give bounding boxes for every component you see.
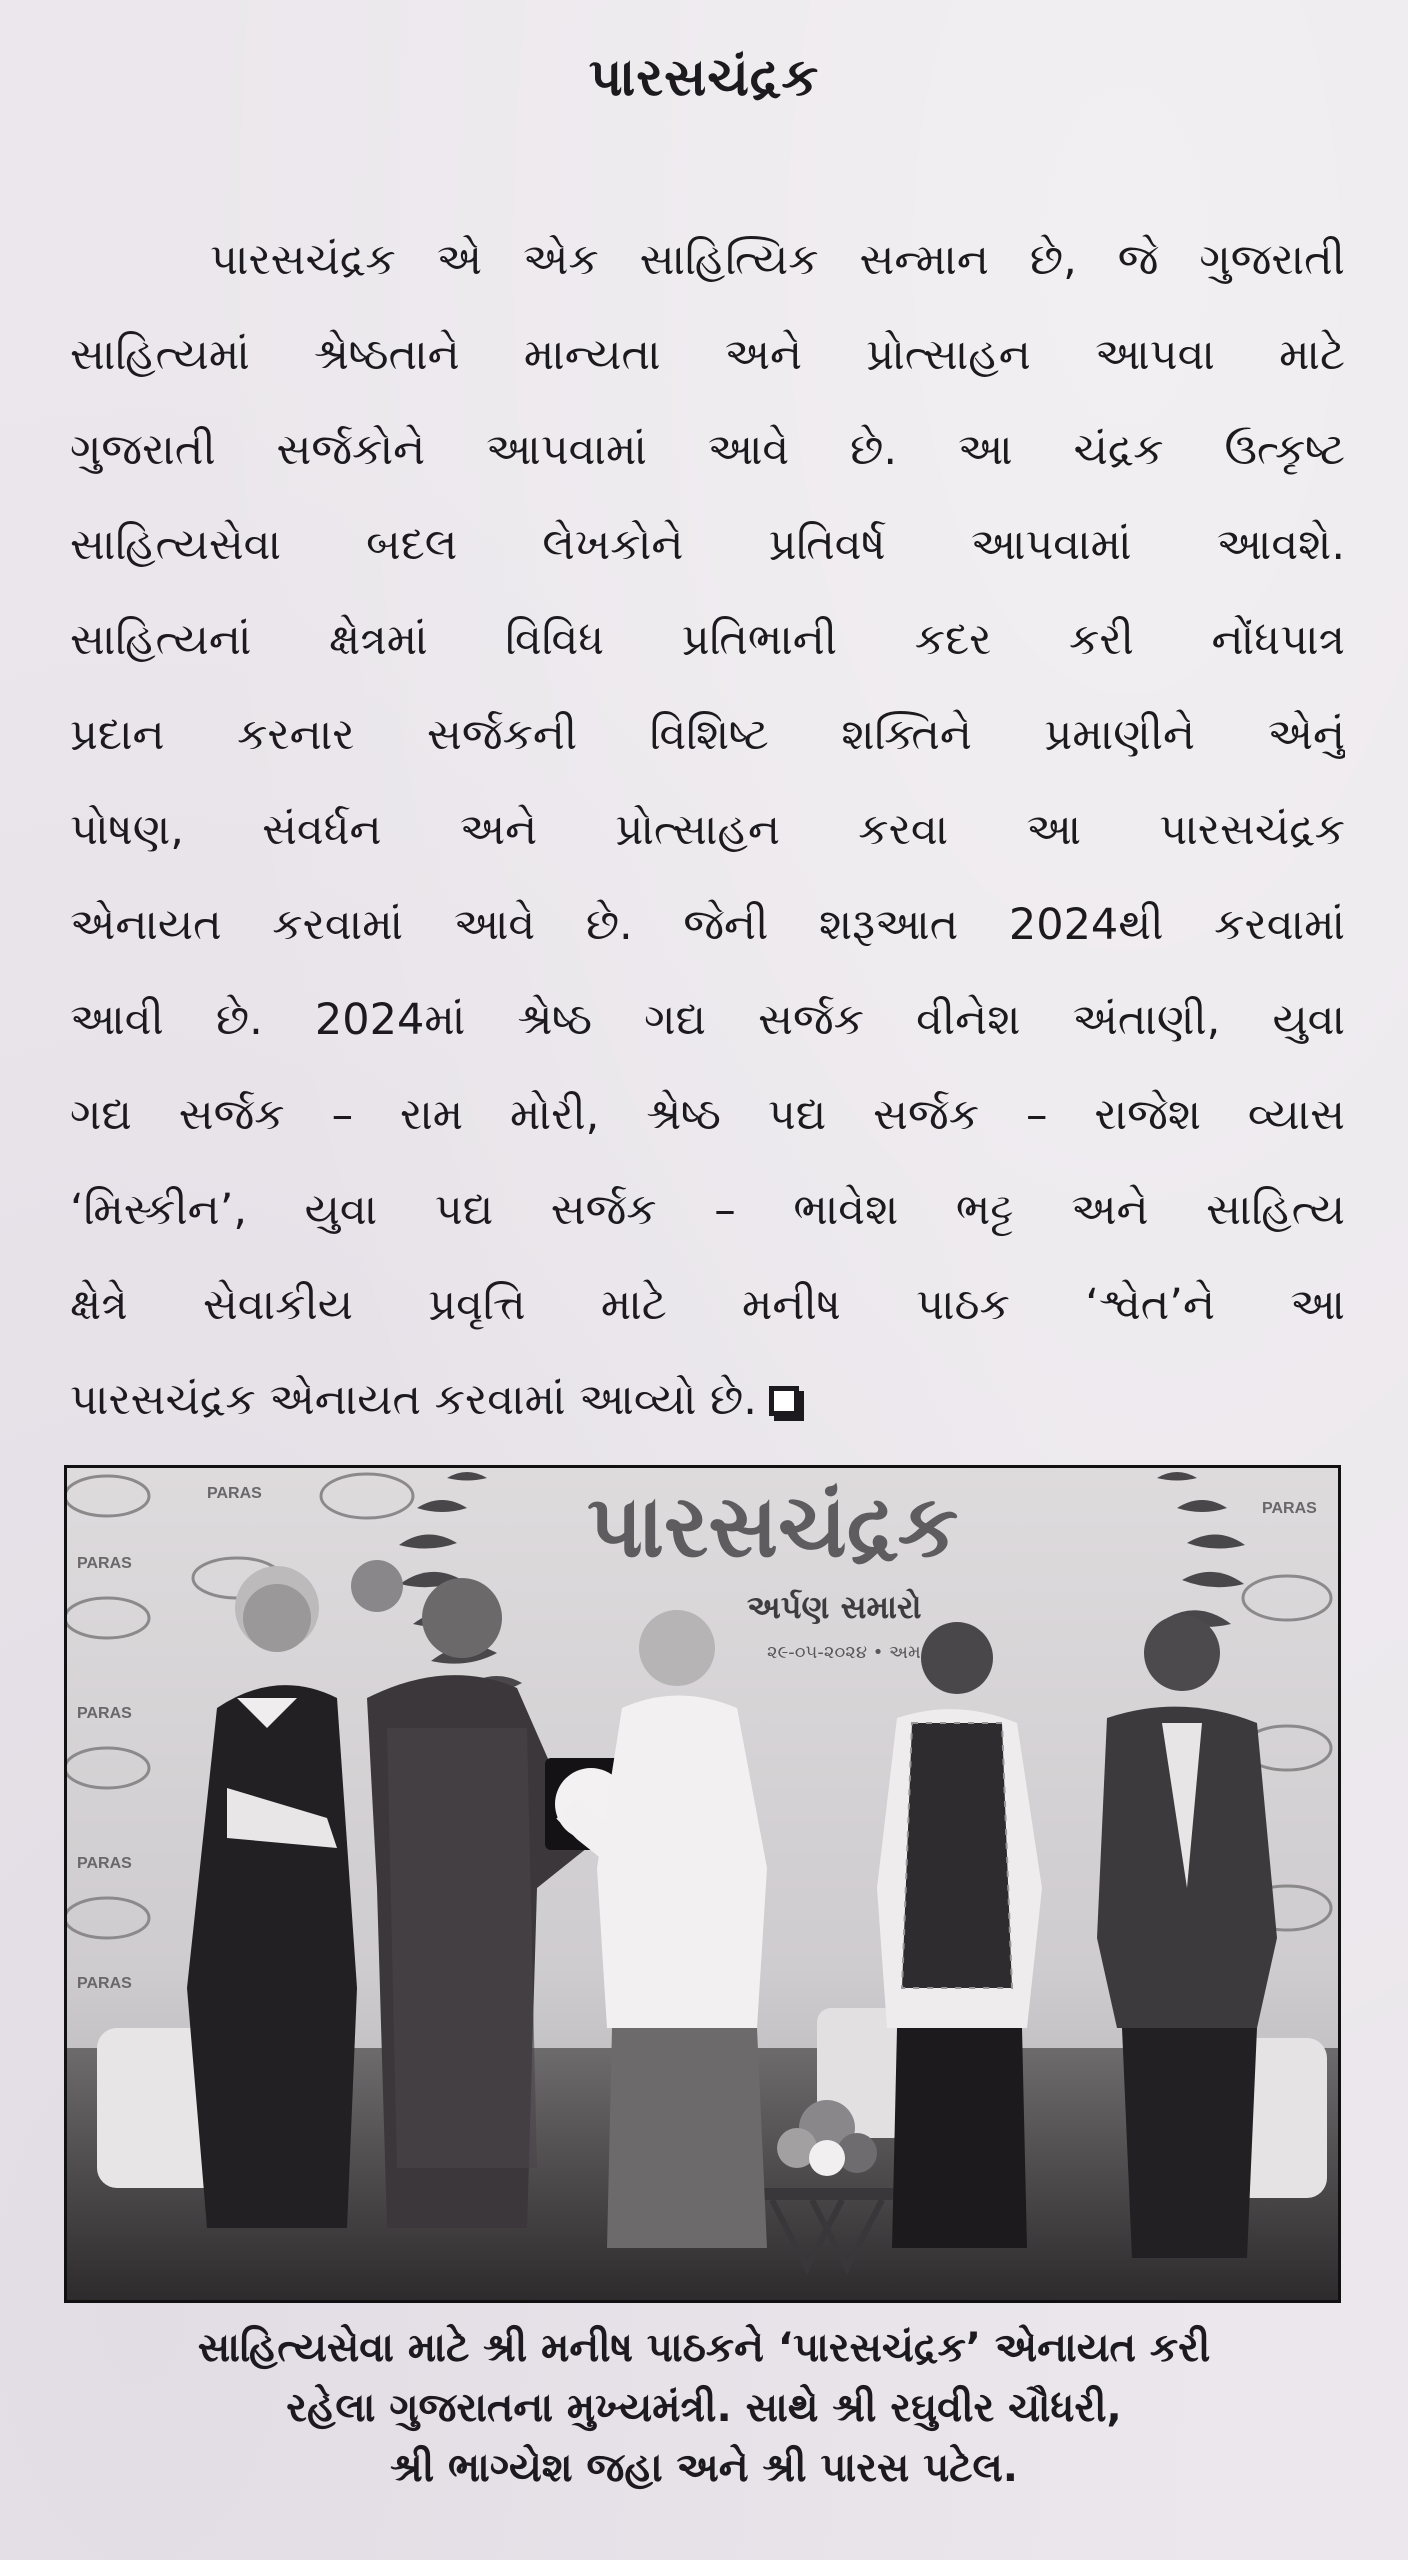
- svg-text:PARAS: PARAS: [1262, 1500, 1317, 1517]
- article-line: ગદ્ય સર્જક – રામ મોરી, શ્રેષ્ઠ પદ્ય સર્જક – રાજેશ વ્યાસ: [70, 1090, 1345, 1140]
- end-mark-icon: [769, 1386, 799, 1416]
- person-back: [351, 1560, 403, 1612]
- event-photo: [64, 1465, 1341, 2303]
- svg-text:PARAS: PARAS: [77, 1855, 132, 1872]
- article-line: પ્રદાન કરનાર સર્જકની વિશિષ્ટ શક્તિને પ્રમાણીને એનું: [70, 710, 1345, 760]
- article-body: [70, 212, 1345, 1442]
- caption-line: સાહિત્યસેવા માટે શ્રી મનીષ પાઠકને ‘પારસચંદ્રક’ એનાયત કરી: [197, 2325, 1211, 2371]
- photo-caption: [40, 2318, 1368, 2498]
- article-line: એનાયત કરવામાં આવે છે. જેની શરૂઆત 2024થી કરવામાં: [70, 900, 1345, 950]
- banner-date: ૨૯-૦૫-૨૦૨૪ • અમ: [767, 1642, 921, 1663]
- article-line: પારસચંદ્રક એનાયત કરવામાં આવ્યો છે.: [70, 1375, 757, 1425]
- svg-text:PARAS: PARAS: [207, 1485, 262, 1502]
- article-line: પોષણ, સંવર્ધન અને પ્રોત્સાહન કરવા આ પારસચંદ્રક: [70, 805, 1345, 855]
- article-line: સાહિત્યસેવા બદલ લેખકોને પ્રતિવર્ષ આપવામાં આવશે.: [70, 520, 1345, 570]
- article-line: ક્ષેત્રે સેવાકીય પ્રવૃત્તિ માટે મનીષ પાઠક ‘શ્વેત’ને આ: [70, 1280, 1345, 1330]
- svg-text:PARAS: PARAS: [77, 1975, 132, 1992]
- svg-text:PARAS: PARAS: [77, 1705, 132, 1722]
- page-title: પારસચંદ્રક: [588, 48, 820, 108]
- article-last-line: [70, 1352, 1345, 1448]
- article-line: સાહિત્યનાં ક્ષેત્રમાં વિવિધ પ્રતિભાની કદર કરી નોંધપાત્ર: [70, 615, 1345, 665]
- banner-subtitle: અર્પણ સમારો: [747, 1588, 922, 1626]
- photo-illustration: [67, 1468, 1338, 2300]
- article-line: આવી છે. 2024માં શ્રેષ્ઠ ગદ્ય સર્જક વીનેશ અંતાણી, યુવા: [70, 995, 1345, 1045]
- article-line: ‘મિસ્કીન’, યુવા પદ્ય સર્જક – ભાવેશ ભટ્ટ અને સાહિત્ય: [70, 1185, 1345, 1235]
- caption-line: રહેલા ગુજરાતના મુખ્યમંત્રી. સાથે શ્રી રઘુવીર ચૌધરી,: [286, 2385, 1122, 2431]
- caption-line: શ્રી ભાગ્યેશ જહા અને શ્રી પારસ પટેલ.: [390, 2445, 1018, 2491]
- article-line: પારસચંદ્રક એ એક સાહિત્યિક સન્માન છે, જે ગુજરાતી: [210, 235, 1345, 285]
- svg-text:PARAS: PARAS: [77, 1555, 132, 1572]
- banner-title: પારસચંદ્રક: [587, 1477, 959, 1577]
- article-line: સાહિત્યમાં શ્રેષ્ઠતાને માન્યતા અને પ્રોત્સાહન આપવા માટે: [70, 330, 1345, 380]
- article-line: ગુજરાતી સર્જકોને આપવામાં આવે છે. આ ચંદ્રક ઉત્કૃષ્ટ: [70, 425, 1345, 475]
